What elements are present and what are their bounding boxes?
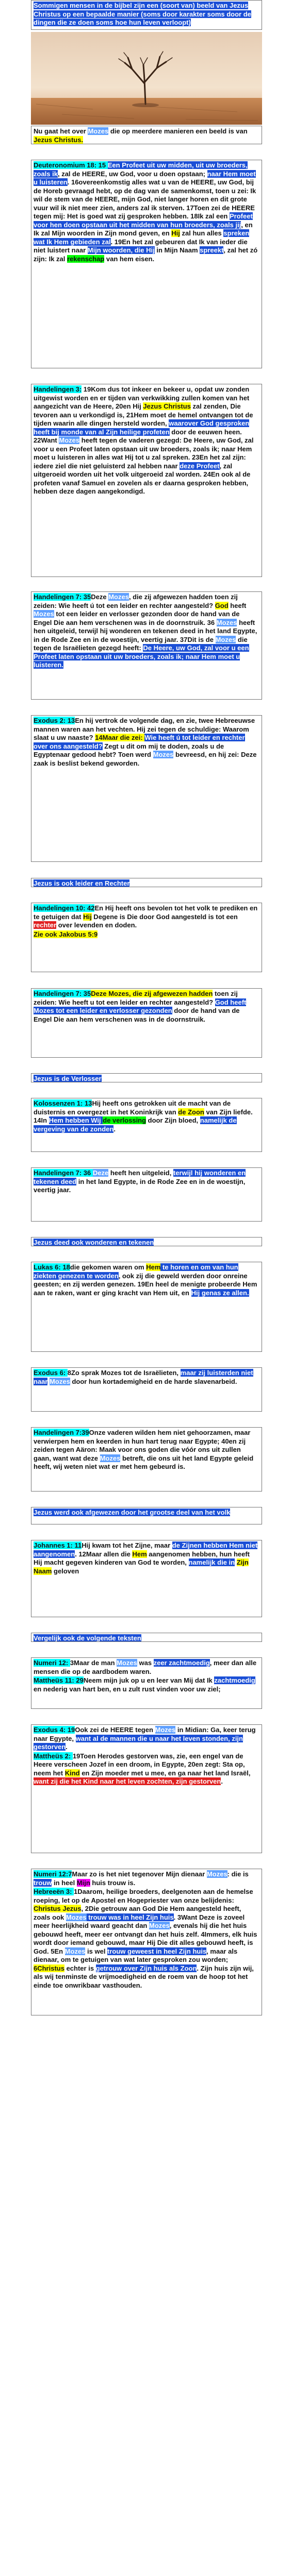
scripture-block xyxy=(31,1869,262,2015)
intro-text-block xyxy=(31,0,262,30)
verse-reference: Handelingen 7: 35 xyxy=(34,990,91,997)
scripture-text: over levenden en doden. xyxy=(56,921,137,929)
verse-reference: Handelingen 7: 36 xyxy=(34,1169,93,1177)
scripture-text: En hij vertrok de volgende dag, en zie, twee Hebreeuwse mannen waren aan het vechten. Hij zei tegen de schuldige: Waarom slaat u uw naaste? xyxy=(34,717,255,741)
scripture-paragraph xyxy=(34,904,259,930)
scripture-text: in heel xyxy=(52,1878,77,1887)
scripture-paragraph xyxy=(34,1099,259,1133)
scripture-text: 1Daarom, heilige broeders, deelgenoten aan de hemelse roeping, let op de Apostel en Hogepriester van onze belijdenis: xyxy=(34,1888,253,1904)
scripture-paragraph xyxy=(34,1369,259,1386)
scripture-text: Ook zei de HEERE tegen xyxy=(75,1726,155,1734)
scripture-text: Een Profeet uit uw midden, uit uw broeders, zoals ik xyxy=(34,161,248,178)
scripture-text: En Hij heeft ons bevolen tot het volk te prediken en te getuigen dat xyxy=(34,904,258,921)
scripture-block xyxy=(31,1724,262,1853)
scripture-text: heeft hen uitgeleid, xyxy=(108,1169,173,1177)
verse-reference: Exodus 4: 19 xyxy=(34,1726,75,1734)
scripture-text: trouw geweest in heel Zijn huis xyxy=(107,1947,207,1955)
scripture-text: want zij die het Kind naar het leven zochten, zijn gestorven xyxy=(34,1777,221,1785)
scripture-text: van Zijn liefde. 14In xyxy=(34,1108,253,1124)
scripture-text: . Zijn huis zijn wij, als wij tenminste de vrijmoedigheid en de roem van de hoop tot het einde toe onwrikbaar vasthouden. xyxy=(34,1964,254,1989)
scripture-text: van hem eisen. xyxy=(104,255,155,263)
scripture-text: . xyxy=(66,1743,68,1751)
scripture-block xyxy=(31,878,262,887)
scripture-text: Hem xyxy=(146,1263,161,1271)
scripture-text: want al de mannen die u naar het leven stonden, zijn gestorven xyxy=(34,1734,243,1751)
scripture-text: zeer zachtmoedig xyxy=(153,1659,210,1667)
scripture-text: , zal de HEERE, uw God, voor u doen opstaan; xyxy=(57,170,207,178)
scripture-text: Zijn Naam xyxy=(34,1558,249,1575)
scripture-text: namelijk de vergeving van de zonden xyxy=(34,1116,237,1133)
scripture-paragraph xyxy=(34,385,259,496)
scripture-text: die op meerdere manieren een beeld is van xyxy=(108,127,248,135)
scripture-block xyxy=(31,1657,262,1709)
verse-reference: Hebreeën 3: xyxy=(34,1888,74,1895)
scripture-paragraph xyxy=(34,1429,259,1471)
scripture-text: getrouw over Zijn huis als Zoon xyxy=(95,1964,197,1972)
scripture-text: Mozes xyxy=(155,1726,176,1734)
scripture-text: , en Ik zal Mijn woorden in Zijn mond geven, en xyxy=(34,221,253,237)
verse-reference: Mattheüs 11: 29 xyxy=(34,1676,84,1684)
scripture-paragraph xyxy=(34,1870,259,1887)
scripture-text: en Zijn moeder met u mee, en ga naar het land Israël, xyxy=(79,1769,251,1777)
scripture-paragraph xyxy=(34,127,259,144)
scripture-text: Jezus deed ook wonderen en tekenen xyxy=(34,1239,154,1246)
scripture-text: de Zoon xyxy=(178,1108,204,1116)
scripture-text: . 16overeenkomstig alles wat u van de HEERE, uw God, bij de Horeb gevraagd hebt, op de dag van de samenkomst, toen u zei: Ik wil de stem van de HEERE, mijn God, niet langer horen en dit grote vuur wil ik niet meer zien, anders zal ik sterven. 17Toen zei de HEERE tegen mij: Het is goed wat zij gesproken hebben. 18Ik zal een xyxy=(34,178,256,220)
scripture-text: Degene is Die door God aangesteld is tot een xyxy=(91,912,238,921)
scripture-text: Mozes xyxy=(215,635,236,643)
scripture-block xyxy=(31,1167,262,1222)
scripture-text: Mozes xyxy=(206,1870,227,1878)
scripture-paragraph xyxy=(34,593,259,670)
scripture-text: in het land Egypte, in de Rode Zee en in de woestijn, veertig jaar. xyxy=(34,1177,246,1194)
scripture-paragraph xyxy=(34,717,259,768)
scripture-paragraph xyxy=(34,1752,259,1786)
scripture-text: Mozes xyxy=(59,436,80,444)
scripture-text: God xyxy=(215,601,229,609)
scripture-text: Mozes xyxy=(66,1913,87,1921)
scripture-text: Jezus is ook leider en Rechter xyxy=(34,879,130,887)
scripture-text: door de eeuwen heen. 22Want xyxy=(34,428,242,444)
scripture-text: Jezus werd ook afgewezen door het grootse deel van het volk xyxy=(34,1509,231,1516)
scripture-text: zal zenden, Die tevoren aan u verkondigd is, 21Hem moet de hemel ontvangen tot de tijden waarin alle dingen hersteld worden, xyxy=(34,402,253,427)
scripture-text: in Mijn Naam xyxy=(154,246,200,254)
scripture-paragraph xyxy=(34,1726,259,1752)
scripture-text: de Zijnen hebben Hem niet aangenomen xyxy=(34,1541,258,1558)
scripture-text: zal hun alles xyxy=(180,229,224,237)
scripture-text: rekenschap xyxy=(67,255,105,263)
scripture-block xyxy=(31,1237,262,1246)
verse-reference: Kolossenzen 1: 13 xyxy=(34,1099,92,1107)
scripture-text: Christus Jezus xyxy=(34,1905,82,1912)
scripture-block xyxy=(31,903,262,972)
scripture-text: Hij xyxy=(83,912,92,921)
scripture-text: De Heere, uw God, zal voor u een Profeet laten opstaan uit uw broeders, zoals ik; naar Hem moet u luisteren. xyxy=(34,644,249,669)
scripture-text: Hij xyxy=(171,229,180,237)
scripture-text: Hem xyxy=(132,1550,147,1558)
scripture-text: 19Toen Herodes gestorven was, zie, een engel van de Heere verscheen Jozef in een droom, in Egypte, 20en zegt: Sta op, neem het xyxy=(34,1752,245,1777)
scripture-text: Jezus is de Verlosser xyxy=(34,1075,102,1082)
scripture-text: rechter xyxy=(34,921,57,929)
intro-text: Sommigen mensen in de bijbel zijn een (soort van) beeld van Jezus Christus op een bepaalde manier (soms door karakter soms door de dingen die ze doen soms hoe hun leven verloopt) xyxy=(34,2,251,26)
scripture-text: terwijl hij wonderen en tekenen deed xyxy=(34,1169,246,1185)
verse-reference: Handelingen 7:39 xyxy=(34,1429,89,1436)
scripture-text: in Midian: Ga, keer terug naar Egypte, xyxy=(34,1726,256,1742)
scripture-text: Onze vaderen wilden hem niet gehoorzamen, maar verwierpen hem en keerden in hun hart terug naar Egypte; 40en zij zeiden tegen Aäron: Maak voor ons goden die vóór ons uit zullen gaan, want wat deze xyxy=(34,1429,251,1462)
scripture-text: aangenomen hebben, hun heeft Hij macht gegeven kinderen van God te worden, xyxy=(34,1550,250,1566)
scripture-text: door de hand van de Engel Die aan hem verschenen was in de doornstruik. xyxy=(34,1007,240,1023)
scripture-text: Deze Mozes, die zij afgewezen hadden xyxy=(91,990,213,997)
scripture-paragraph xyxy=(34,1888,259,1990)
scripture-paragraph xyxy=(34,1634,259,1642)
scripture-text: en nederig van hart ben, en u zult rust vinden voor uw ziel; xyxy=(34,1685,221,1693)
scripture-paragraph xyxy=(34,1239,259,1246)
scripture-text: Mijn xyxy=(76,1878,90,1887)
scripture-text: zachtmoedig xyxy=(214,1676,255,1684)
scripture-paragraph xyxy=(34,879,259,887)
scripture-text: Zegt u dit om mij te doden, zoals u de Egyptenaar gedood hebt? Toen werd xyxy=(34,742,224,758)
scripture-text: Jezus Christus. xyxy=(34,135,84,144)
scripture-text: , 2Die getrouw aan God Die Hem aangesteld heeft, zoals ook xyxy=(34,1905,241,1921)
scripture-block xyxy=(31,1098,262,1152)
verse-reference: Handelingen 10: 42 xyxy=(34,904,95,912)
scripture-text: die gekomen waren om xyxy=(70,1263,146,1271)
scripture-text: heeft tegen de vaderen gezegd: De Heere, uw God, zal voor u een Profeet laten opstaan uit uw broeders, zoals ik; naar Hem moet u luisteren in alles wat Hij tot u zal spreken. 23En het zal zijn: iedere ziel die niet geluisterd zal hebben naar xyxy=(34,436,254,470)
scripture-text: Hij kwam tot het Zijne, maar xyxy=(82,1541,172,1549)
scripture-text: bevreesd, en hij zei: Deze zaak is beslist bekend geworden. xyxy=(34,751,257,767)
scripture-block xyxy=(31,1633,262,1642)
scripture-text: deze Profeet xyxy=(180,462,220,470)
scripture-text: , zal uitgeroeid worden uit het volk uitgeroeid zal worden. 24En ook al de profeten vanaf Samuel en zovelen als er daarna gesproken hebben, hebben deze dagen aangekondigd. xyxy=(34,462,251,495)
scripture-paragraph xyxy=(34,1541,259,1575)
scripture-text: Hij genas ze allen. xyxy=(191,1289,249,1297)
scripture-text: God heeft Mozes tot een leider en verlosser gezonden xyxy=(34,998,247,1014)
scripture-text: Hem hebben Wij xyxy=(48,1116,103,1124)
scripture-text: Mozes xyxy=(149,1922,170,1929)
scripture-text: trouw was in heel Zijn huis xyxy=(86,1913,174,1921)
scripture-text: Deze xyxy=(92,1169,109,1177)
scripture-block xyxy=(31,1540,262,1617)
scripture-block xyxy=(31,1427,262,1492)
scripture-text: heeft hen uitgeleid, terwijl hij wonderen en tekenen deed in het land Egypte, in de Rode Zee en in de woestijn, veertig jaar. 37Dit is de xyxy=(34,618,257,643)
scripture-text: Hij heeft ons getrokken uit de macht van de duisternis en overgezet in het Koninkrijk van xyxy=(34,1099,231,1116)
scripture-paragraph xyxy=(34,161,259,263)
scripture-text: Profeet voor hen doen opstaan uit het midden van hun broeders, zoals jij xyxy=(34,212,253,229)
scripture-text: namelijk die in xyxy=(188,1558,235,1566)
scripture-text: Mozes xyxy=(216,618,237,626)
scripture-text: de verlossing xyxy=(103,1116,146,1124)
scripture-text: Maar zo is het niet tegenover Mijn dienaar xyxy=(72,1870,207,1878)
scripture-text: 3Maar de man xyxy=(70,1659,117,1667)
scripture-block xyxy=(31,160,262,368)
scripture-text: . 3Want Deze is zoveel meer heerlijkheid waard geacht dan xyxy=(34,1913,245,1929)
scripture-text: Mozes xyxy=(108,593,129,601)
scripture-text: betreft, die ons uit het land Egypte geleid heeft, wij weten niet wat er met hem gebeurd is. xyxy=(34,1454,254,1470)
scripture-paragraph xyxy=(34,1263,259,1297)
scripture-text: . 19En het zal gebeuren dat Ik van ieder die niet luistert naar xyxy=(34,238,248,254)
scripture-block xyxy=(31,1262,262,1352)
scripture-block xyxy=(31,1507,262,1524)
scripture-text: Zie ook Jakobus 5:9 xyxy=(34,930,98,938)
scripture-text: , evenals hij die het huis gebouwd heeft, meer eer ontvangt dan het huis zelf. 4Immers, elk huis wordt door iemand gebouwd, maar Hij Die dit alles gebouwd heeft, is God. 5En xyxy=(34,1922,257,1955)
scripture-text: te horen en om van hun ziekten genezen te worden xyxy=(34,1263,238,1280)
scripture-text: Mijn woorden, die Hij xyxy=(87,246,155,254)
verse-reference: Exodus 6: xyxy=(34,1369,68,1377)
scripture-text: door Zijn bloed, xyxy=(146,1116,200,1124)
verse-reference: Numeri 12: xyxy=(34,1659,70,1667)
scripture-block xyxy=(31,384,262,577)
verse-reference: Lukas 6: 18 xyxy=(34,1263,70,1271)
verse-reference: Exodus 2: 13 xyxy=(34,717,75,724)
scripture-text: spreken wat Ik Hem gebieden zal xyxy=(34,229,250,246)
scripture-paragraph xyxy=(34,1676,259,1693)
scripture-text: is wel xyxy=(85,1947,108,1955)
scripture-text: Mozes xyxy=(100,1454,121,1462)
scripture-block xyxy=(31,988,262,1058)
scripture-text: Neem mijn juk op u en leer van Mij dat Ik xyxy=(83,1676,215,1684)
scripture-text: was xyxy=(137,1659,154,1667)
verse-reference: Handelingen 3: xyxy=(34,385,82,393)
scripture-text: , zal het zó zijn: Ik zal xyxy=(34,246,258,263)
scripture-paragraph xyxy=(34,1075,259,1082)
scripture-paragraph xyxy=(34,930,259,939)
scripture-text: 6Christus xyxy=(34,1964,64,1972)
scripture-text: waarover God gesproken heeft bij monde van al Zijn heilige profeten xyxy=(34,419,250,436)
scripture-text: huis trouw is. xyxy=(90,1878,136,1887)
scripture-text: Vergelijk ook de volgende teksten xyxy=(34,1634,141,1642)
scripture-block xyxy=(31,715,262,862)
scripture-text: spreekt xyxy=(200,246,224,254)
scripture-text: die tegen de Israëlieten gezegd heeft: xyxy=(34,635,248,652)
scripture-text: . xyxy=(113,1125,116,1133)
scripture-text: 14Maar die zei: xyxy=(95,734,145,741)
verse-reference: Deuteronomium 18: 15 xyxy=(34,161,108,169)
scripture-block xyxy=(31,1073,262,1082)
scripture-text: , die zij afgewezen hadden toen zij zeiden: Wie heeft ú tot een leider en rechter aangesteld? xyxy=(34,593,238,609)
verse-reference: Handelingen 7: 35 xyxy=(34,593,91,601)
verse-reference: Numeri 12:7 xyxy=(34,1870,72,1878)
scripture-text: Mozes xyxy=(88,127,109,135)
scripture-text: Mozes xyxy=(64,1947,86,1955)
scripture-text: heeft xyxy=(228,601,247,609)
scripture-block xyxy=(31,126,262,144)
scripture-block xyxy=(31,591,262,700)
scripture-text: . xyxy=(221,1777,223,1785)
scripture-text: , meer dan alle mensen die op de aardbodem waren. xyxy=(34,1659,257,1675)
scripture-text: echter is xyxy=(64,1964,96,1972)
scripture-text: geloven xyxy=(52,1567,79,1575)
intro-paragraph xyxy=(34,2,259,27)
scripture-text: Mozes xyxy=(34,610,54,618)
scripture-paragraph xyxy=(34,1169,259,1195)
scripture-text: Mozes xyxy=(117,1659,137,1667)
scripture-paragraph xyxy=(34,1509,259,1517)
scripture-text: tot een leider en verlosser gezonden door de hand van de Engel Die aan hem verschenen was in de doornstruik. 36 xyxy=(34,610,240,626)
desert-tree-photo xyxy=(31,32,262,125)
scripture-text: trouw xyxy=(34,1878,52,1887)
scripture-text: 19Kom dus tot inkeer en bekeer u, opdat uw zonden uitgewist worden en er tijden van verkwikking zullen komen van het aangezicht van de Heere, 20en Hij xyxy=(34,385,250,410)
verse-reference: Mattheüs 2: xyxy=(34,1752,73,1760)
scripture-text: : die is xyxy=(227,1870,249,1878)
scripture-text: Kind xyxy=(64,1769,80,1777)
scripture-text: door hun kortademigheid en de harde slavenarbeid. xyxy=(70,1377,237,1385)
scripture-text: Mozes xyxy=(153,751,174,758)
verse-reference: Johannes 1: 11 xyxy=(34,1541,82,1549)
scripture-paragraph xyxy=(34,1659,259,1676)
scripture-paragraph xyxy=(34,990,259,1024)
scripture-text: naar Hem moet u luisteren xyxy=(34,170,256,186)
scripture-block xyxy=(31,1367,262,1412)
scripture-text: Nu gaat het over xyxy=(34,127,88,135)
scripture-text: toen zij zeiden: Wie heeft u tot een leider en rechter aangesteld? xyxy=(34,990,238,1006)
scripture-text: , maar als dienaar, om te getuigen van wat later gesproken zou worden; xyxy=(34,1947,238,1963)
scripture-text: Mozes xyxy=(50,1377,70,1385)
scripture-text: Jezus Christus xyxy=(143,402,191,410)
scripture-text: , ook zij die geweld werden door onreine geesten; en zij werden genezen. 19En heel de menigte probeerde Hem aan te raken, want er ging kracht van Hem uit, en xyxy=(34,1272,257,1297)
scripture-text: . 12Maar allen die xyxy=(75,1550,133,1558)
scripture-text: Deze xyxy=(91,593,109,601)
scripture-text: maar zij luisterden niet naar xyxy=(34,1369,253,1385)
scripture-text: Wie heeft ú tot leider en rechter over ons aangesteld? xyxy=(34,734,245,750)
scripture-text: 8Zo sprak Mozes tot de Israëlieten, xyxy=(67,1369,181,1377)
